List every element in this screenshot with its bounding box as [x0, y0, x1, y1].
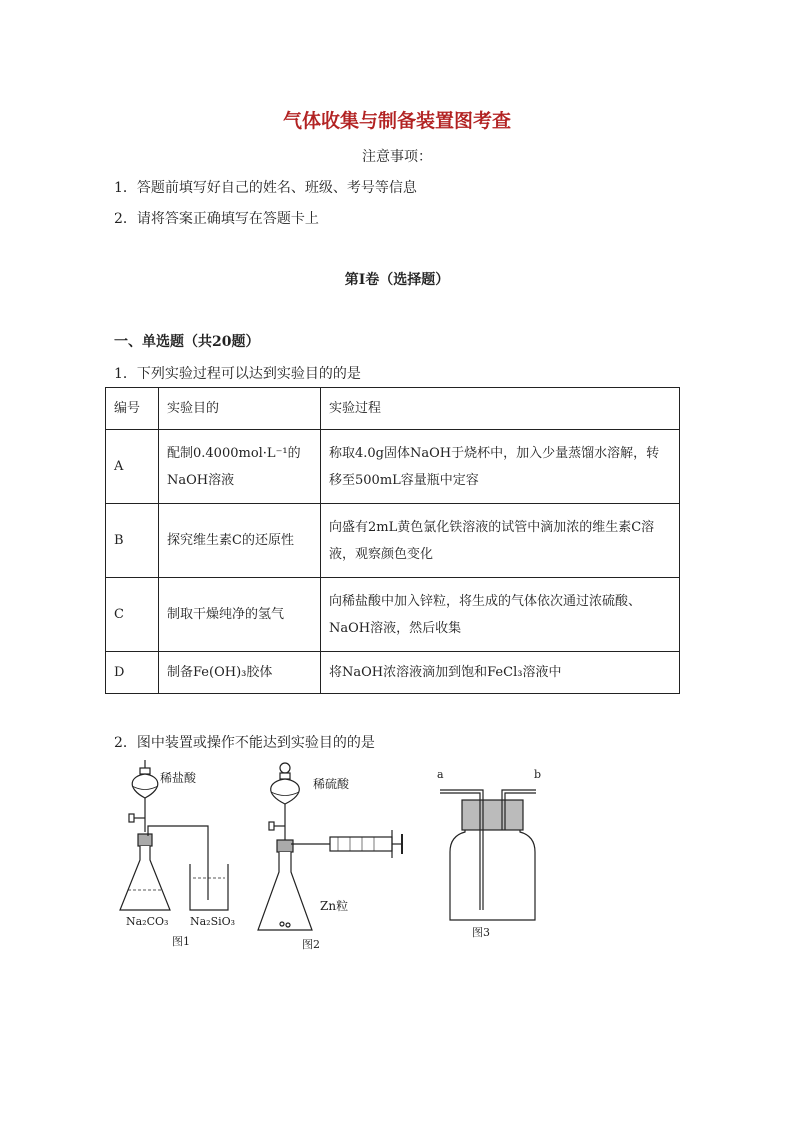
apparatus-figures — [110, 760, 590, 960]
header-process: 实验过程 — [321, 388, 680, 430]
row-goal: 探究维生素C的还原性 — [159, 504, 321, 578]
notice-title: 注意事项： — [362, 149, 432, 165]
header-goal: 实验目的 — [159, 388, 321, 430]
fig2-solid-label: Zn粒 — [320, 899, 349, 913]
fig3-label-a: a — [437, 768, 444, 781]
row-id: C — [106, 578, 159, 652]
row-process: 向盛有2mL黄色氯化铁溶液的试管中滴加浓的维生素C溶液，观察颜色变化 — [321, 504, 680, 578]
table-row — [106, 430, 680, 504]
section-title: 第I卷（选择题） — [344, 272, 450, 288]
fig2-caption: 图2 — [302, 938, 320, 951]
fig1-acid-label: 稀盐酸 — [160, 771, 197, 785]
table-row — [106, 578, 680, 652]
row-goal: 制备Fe(OH)₃胶体 — [159, 652, 321, 694]
fig1-left-label: Na₂CO₃ — [126, 915, 169, 928]
question-1-table — [105, 387, 680, 694]
row-id: B — [106, 504, 159, 578]
table-header-row — [106, 388, 680, 430]
fig3-caption: 图3 — [472, 926, 490, 939]
row-goal: 配制0.4000mol·L⁻¹的NaOH溶液 — [159, 430, 321, 504]
part-heading: 一、单选题（共20题） — [114, 334, 260, 350]
header-id: 编号 — [106, 388, 159, 430]
table-row — [106, 504, 680, 578]
fig1-right-label: Na₂SiO₃ — [190, 915, 236, 928]
row-process: 将NaOH浓溶液滴加到饱和FeCl₃溶液中 — [321, 652, 680, 694]
row-process: 称取4.0g固体NaOH于烧杯中，加入少量蒸馏水溶解，转移至500mL容量瓶中定容 — [321, 430, 680, 504]
page-title: 气体收集与制备装置图考查 — [282, 110, 511, 132]
table-row — [106, 652, 680, 694]
question-2-text: 2．图中装置或操作不能达到实验目的的是 — [114, 735, 375, 751]
row-goal: 制取干燥纯净的氢气 — [159, 578, 321, 652]
question-1-text: 1．下列实验过程可以达到实验目的的是 — [114, 366, 361, 382]
fig1-caption: 图1 — [172, 935, 190, 948]
fig3-label-b: b — [534, 768, 542, 781]
figure-3 — [440, 790, 536, 920]
note-2: 2．请将答案正确填写在答题卡上 — [114, 211, 319, 227]
row-id: D — [106, 652, 159, 694]
row-process: 向稀盐酸中加入锌粒，将生成的气体依次通过浓硫酸、NaOH溶液，然后收集 — [321, 578, 680, 652]
row-id: A — [106, 430, 159, 504]
note-1: 1．答题前填写好自己的姓名、班级、考号等信息 — [114, 180, 417, 196]
fig2-acid-label: 稀硫酸 — [313, 777, 350, 791]
